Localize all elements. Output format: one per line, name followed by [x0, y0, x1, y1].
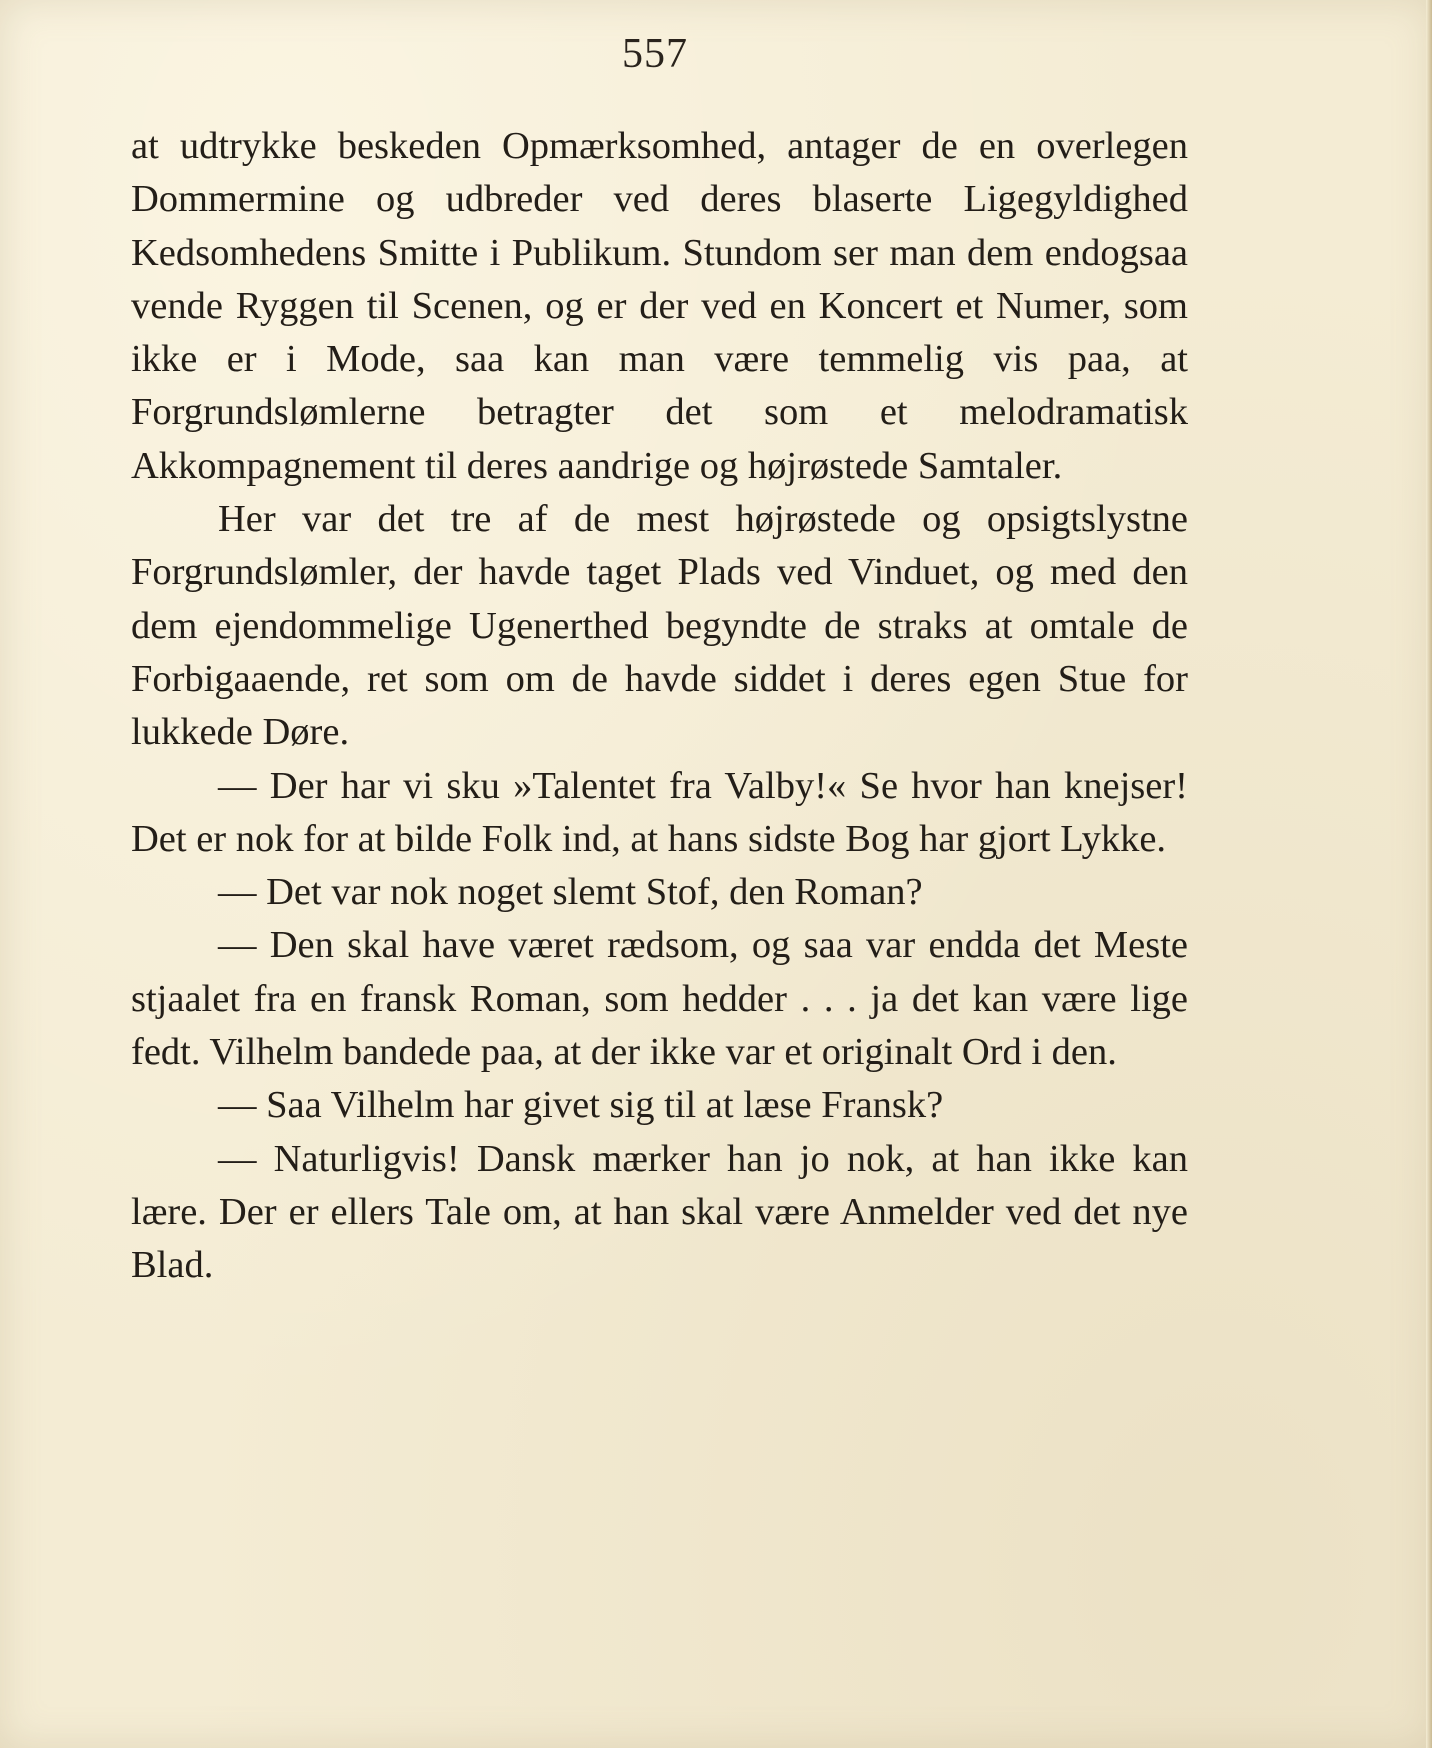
page-edge [1426, 0, 1432, 1748]
dialogue-line: — Saa Vilhelm har givet sig til at læse Fransk? [218, 1084, 944, 1127]
dialogue-line: — Naturligvis! Dansk mærker han jo nok, at han ikke kan lære. Der er ellers Tale om, at han skal være Anmelder ved det nye Blad. [131, 1137, 1188, 1287]
paragraph: Her var det tre af de mest højrøstede og opsigtslystne Forgrundslømler, der havde taget Plads ved Vinduet, og med den dem ejendommelige Ugenerthed begyndte de straks at omtale de Forbigaaende, ret som om de havde siddet i deres egen Stue for lukkede Døre. [131, 498, 1188, 754]
body-text [131, 120, 1188, 1293]
dialogue-line: — Der har vi sku »Talentet fra Valby!« Se hvor han knejser! Det er nok for at bilde Folk ind, at hans sidste Bog har gjort Lykke. [131, 764, 1188, 860]
paragraph: at udtrykke beskeden Opmærksomhed, antager de en overlegen Dommermine og udbreder ved deres blaserte Ligegyldighed Kedsomhedens Smitte i Publikum. Stundom ser man dem endogsaa vende Ryggen til Scenen, og er der ved en Koncert et Numer, som ikke er i Mode, saa kan man være temmelig vis paa, at Forgrundslømlerne betragter det som et melodramatisk Akkompagnement til deres aandrige og højrøstede Samtaler. [131, 125, 1188, 487]
dialogue-line: — Den skal have været rædsom, og saa var endda det Meste stjaalet fra en fransk Roman, som hedder . . . ja det kan være lige fedt. Vilhelm bandede paa, at der ikke var et originalt Ord i den. [131, 924, 1188, 1074]
page-number: 557 [622, 31, 688, 77]
dialogue-line: — Det var nok noget slemt Stof, den Roman? [218, 871, 923, 914]
